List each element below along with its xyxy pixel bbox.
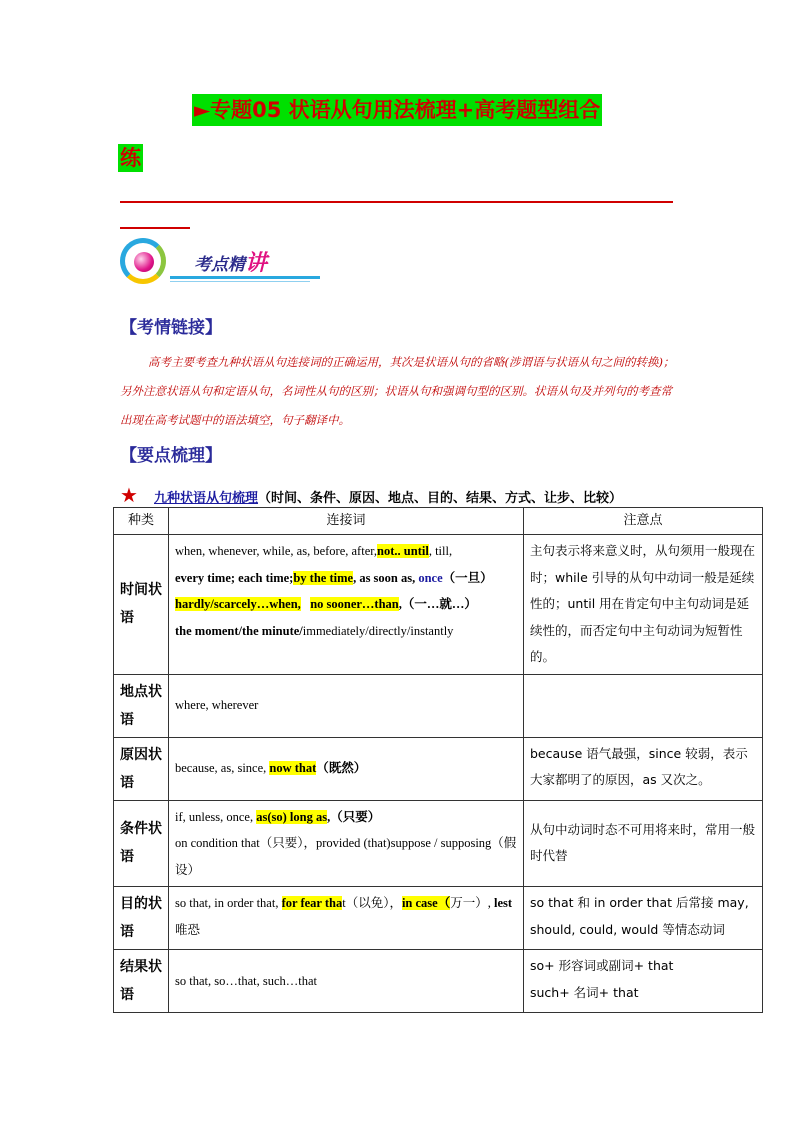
star-icon: ★ <box>120 483 138 507</box>
category-purpose: 目的状语 <box>114 887 169 950</box>
connectives-time: when, whenever, while, as, before, after,not.. until, till, every time; each time;by the time, as soon as, once（一旦） hardly/scarcely…when, no sooner…than,（一…就…） the moment/the minute/immediately/directly/instantly <box>169 535 524 675</box>
category-result: 结果状语 <box>114 950 169 1013</box>
header-category: 种类 <box>114 508 169 535</box>
title-underline-short <box>120 227 190 229</box>
table-row-purpose <box>114 887 763 950</box>
notes-result: so+ 形容词或副词+ that such+ 名词+ that <box>524 950 763 1013</box>
title-line-2: 练 <box>120 146 141 170</box>
notes-condition: 从句中动词时态不可用将来时，常用一般时代替 <box>524 800 763 887</box>
title-line-1: ►专题05 状语从句用法梳理+高考题型组合 <box>192 94 602 126</box>
notes-reason: because 语气最强，since 较弱，表示大家都明了的原因，as 又次之。 <box>524 737 763 800</box>
table-row-time <box>114 535 763 675</box>
table-header-row <box>114 508 763 535</box>
section-badge <box>118 236 328 292</box>
table-row-place <box>114 674 763 737</box>
badge-label: 考点精讲 <box>194 250 268 276</box>
notes-place <box>524 674 763 737</box>
title-underline-long <box>120 201 673 203</box>
intro-paragraph: 高考主要考查九种状语从句连接词的正确运用，其次是状语从句的省略(涉谓语与状语从句之间的转换)；另外注意状语从句和定语从句，名词性从句的区别；状语从句和强调句型的区别。状语从句及并列句的考查常出现在高考试题中的语法填空，句子翻译中。 <box>120 355 675 427</box>
ball-icon <box>134 252 154 272</box>
connectives-result: so that, so…that, such…that <box>169 950 524 1013</box>
connectives-place: where, wherever <box>169 674 524 737</box>
category-reason: 原因状语 <box>114 737 169 800</box>
section-heading-points: 【要点梳理】 <box>120 446 222 466</box>
connectives-reason: because, as, since, now that（既然） <box>169 737 524 800</box>
notes-time: 主句表示将来意义时，从句须用一般现在时；while 引导的从句中动词一般是延续性的；until 用在肯定句中主句动词是延续性的，而否定句中主句动词为短暂性的。 <box>524 535 763 675</box>
notes-purpose: so that 和 in order that 后常接 may, should, could, would 等情态动词 <box>524 887 763 950</box>
badge-divider-thin <box>170 281 310 282</box>
table-row-condition <box>114 800 763 887</box>
header-connectives: 连接词 <box>169 508 524 535</box>
table-row-result <box>114 950 763 1013</box>
table-row-reason <box>114 737 763 800</box>
connectives-purpose: so that, in order that, for fear that（以免），in case（万一）, lest唯恐 <box>169 887 524 950</box>
category-condition: 条件状语 <box>114 800 169 887</box>
category-time: 时间状语 <box>114 535 169 675</box>
table-title: 九种状语从句梳理（时间、条件、原因、地点、目的、结果、方式、让步、比较） <box>154 491 623 506</box>
header-notes: 注意点 <box>524 508 763 535</box>
connectives-condition: if, unless, once, as(so) long as,（只要） on condition that（只要），provided (that)suppose / supposing（假设） <box>169 800 524 887</box>
section-heading-link: 【考情链接】 <box>120 318 222 338</box>
category-place: 地点状语 <box>114 674 169 737</box>
clause-table <box>113 507 763 1013</box>
